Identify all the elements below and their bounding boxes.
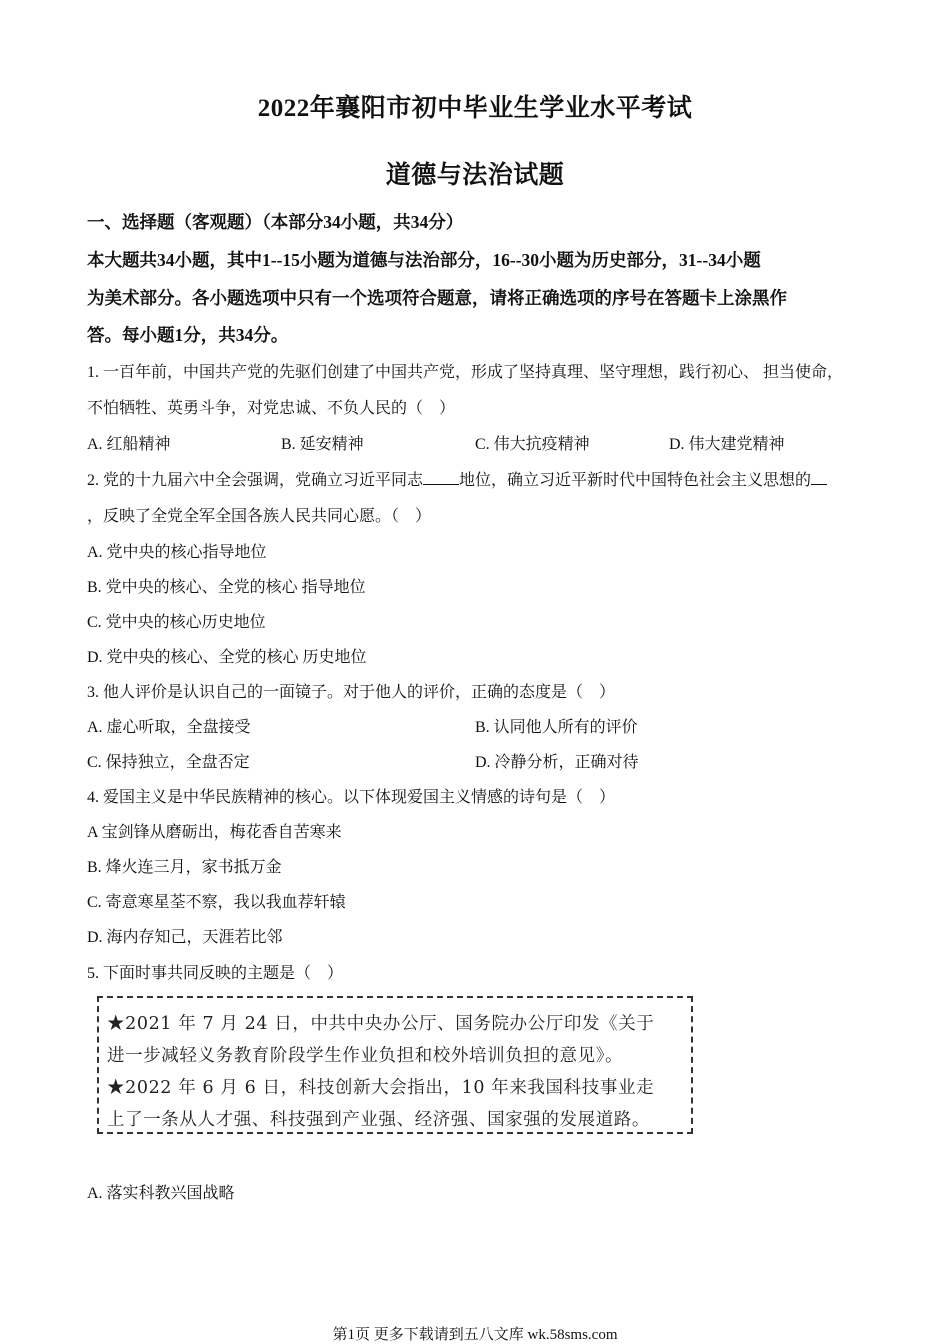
q5-news-line-2: 进一步减轻义务教育阶段学生作业负担和校外培训负担的意见》。 bbox=[107, 1046, 624, 1066]
q3-option-a: A. 虚心听取，全盘接受 bbox=[87, 719, 251, 736]
instructions-line-1: 本大题共34小题，其中1--15小题为道德与法治部分，16--30小题为历史部分，31--34小题 bbox=[87, 250, 761, 270]
q1-stem-line-2: 不怕牺牲、英勇斗争，对党忠诚、不负人民的（ ） bbox=[87, 400, 456, 417]
q4-stem: 4. 爱国主义是中华民族精神的核心。以下体现爱国主义情感的诗句是（ ） bbox=[87, 789, 616, 806]
q2-option-a: A. 党中央的核心指导地位 bbox=[87, 544, 267, 561]
page-footer: 第1页 更多下载请到五八文库 wk.58sms.com bbox=[332, 1327, 618, 1343]
q3-option-c: C. 保持独立，全盘否定 bbox=[87, 754, 250, 771]
q5-news-line-3: ★2022 年 6 月 6 日，科技创新大会指出，10 年来我国科技事业走 bbox=[107, 1078, 655, 1098]
q5-option-a: A. 落实科教兴国战略 bbox=[87, 1185, 235, 1202]
q3-stem: 3. 他人评价是认识自己的一面镜子。对于他人的评价，正确的态度是（ ） bbox=[87, 684, 616, 701]
q5-stem: 5. 下面时事共同反映的主题是（ ） bbox=[87, 965, 344, 982]
q1-option-d: D. 伟大建党精神 bbox=[669, 436, 785, 453]
q2-blank-2 bbox=[811, 470, 827, 485]
q5-news-line-4: 上了一条从人才强、科技强到产业强、经济强、国家强的发展道路。 bbox=[107, 1110, 650, 1130]
instructions-line-2: 为美术部分。各小题选项中只有一个选项符合题意，请将正确选项的序号在答题卡上涂黑作 bbox=[87, 288, 787, 308]
q5-news-box bbox=[97, 996, 693, 1134]
q2-option-c: C. 党中央的核心历史地位 bbox=[87, 614, 266, 631]
q4-option-d: D. 海内存知己，天涯若比邻 bbox=[87, 929, 283, 946]
q4-option-a: A 宝剑锋从磨砺出，梅花香自苦寒来 bbox=[87, 824, 342, 841]
q3-option-b: B. 认同他人所有的评价 bbox=[475, 719, 638, 736]
section-heading: 一、选择题（客观题）（本部分34小题，共34分） bbox=[87, 212, 464, 232]
exam-title: 2022年襄阳市初中毕业生学业水平考试 bbox=[257, 95, 693, 122]
q1-stem-line-1: 1. 一百年前，中国共产党的先驱们创建了中国共产党，形成了坚持真理、坚守理想，践行初心、 担当使命， bbox=[87, 364, 844, 381]
q2-stem-line-2: ，反映了全党全军全国各族人民共同心愿。（ ） bbox=[87, 508, 432, 525]
q2-stem-part-1: 2. 党的十九届六中全会强调，党确立习近平同志 bbox=[87, 472, 424, 489]
instructions-line-3: 答。每小题1分，共34分。 bbox=[87, 325, 289, 345]
q4-option-b: B. 烽火连三月，家书抵万金 bbox=[87, 859, 282, 876]
q3-option-d: D. 冷静分析，正确对待 bbox=[475, 754, 639, 771]
q1-option-b: B. 延安精神 bbox=[281, 436, 364, 453]
exam-subtitle: 道德与法治试题 bbox=[385, 162, 565, 189]
q1-option-a: A. 红船精神 bbox=[87, 436, 171, 453]
q4-option-c: C. 寄意寒星荃不察，我以我血荐轩辕 bbox=[87, 894, 346, 911]
q1-option-c: C. 伟大抗疫精神 bbox=[475, 436, 590, 453]
q2-option-b: B. 党中央的核心、全党的核心 指导地位 bbox=[87, 579, 366, 596]
q2-stem-part-2: 地位，确立习近平新时代中国特色社会主义思想的 bbox=[459, 472, 812, 489]
q2-option-d: D. 党中央的核心、全党的核心 历史地位 bbox=[87, 649, 367, 666]
q2-blank-1 bbox=[423, 470, 459, 485]
q2-stem-line-1 bbox=[87, 467, 827, 490]
q5-news-line-1: ★2021 年 7 月 24 日，中共中央办公厅、国务院办公厅印发《关于 bbox=[107, 1014, 655, 1034]
